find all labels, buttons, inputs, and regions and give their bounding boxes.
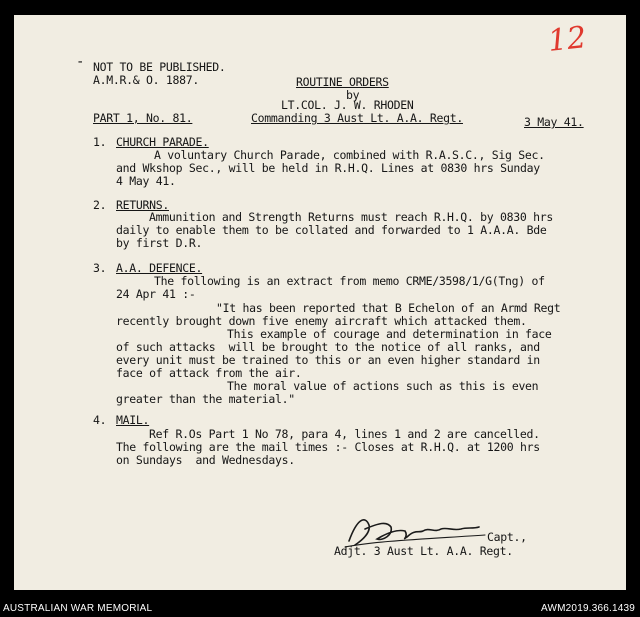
section-line: on Sundays and Wednesdays.: [116, 453, 295, 467]
commanding-unit: Commanding 3 Aust Lt. A.A. Regt.: [251, 111, 463, 125]
section-heading: CHURCH PARADE.: [116, 135, 209, 149]
section-heading: A.A. DEFENCE.: [116, 261, 203, 275]
section-heading: MAIL.: [116, 413, 150, 427]
section-number: 1.: [93, 135, 107, 149]
section-number: 2.: [93, 198, 107, 212]
section-line: by first D.R.: [116, 236, 203, 250]
commander-name: LT.COL. J. W. RHODEN: [281, 98, 414, 112]
quote-line: recently brought down five enemy aircraft which attacked them.: [116, 314, 527, 328]
folio-number: 12: [546, 20, 588, 59]
section-line: A voluntary Church Parade, combined with R.A.S.C., Sig Sec.: [154, 148, 545, 162]
quote-line: The moral value of actions such as this is even: [227, 379, 539, 393]
quote-line: greater than the material.": [116, 392, 295, 406]
quote-line: This example of courage and determination in face: [227, 327, 552, 341]
footer-accession-number: AWM2019.366.1439: [541, 603, 636, 614]
section-number: 3.: [93, 261, 107, 275]
restriction-line: NOT TO BE PUBLISHED.: [93, 60, 226, 74]
section-line: Ammunition and Strength Returns must reach R.H.Q. by 0830 hrs: [149, 210, 554, 224]
section-number: 4.: [93, 413, 107, 427]
section-line: 24 Apr 41 :-: [116, 287, 196, 301]
section-line: The following are the mail times :- Closes at R.H.Q. at 1200 hrs: [116, 440, 540, 454]
signatory-appointment: Adjt. 3 Aust Lt. A.A. Regt.: [334, 544, 513, 558]
section-line: The following is an extract from memo CRME/3598/1/G(Tng) of: [154, 274, 545, 288]
signatory-rank: Capt.,: [487, 530, 527, 544]
document-date: 3 May 41.: [524, 115, 584, 129]
section-line: 4 May 41.: [116, 174, 176, 188]
section-line: and Wkshop Sec., will be held in R.H.Q. Lines at 0830 hrs Sunday: [116, 161, 540, 175]
document-title: ROUTINE ORDERS: [296, 75, 389, 89]
section-line: daily to enable them to be collated and forwarded to 1 A.A.A. Bde: [116, 223, 547, 237]
quote-line: face of attack from the air.: [116, 366, 302, 380]
section-heading: RETURNS.: [116, 198, 169, 212]
section-line: Ref R.Os Part 1 No 78, para 4, lines 1 and 2 are cancelled.: [149, 427, 540, 441]
title-by: by: [346, 88, 360, 102]
part-number: PART 1, No. 81.: [93, 111, 193, 125]
quote-line: "It has been reported that B Echelon of an Armd Regt: [216, 301, 561, 315]
quote-line: of such attacks will be brought to the notice of all ranks, and: [116, 340, 540, 354]
reference-line: A.M.R.& O. 1887.: [93, 73, 199, 87]
bullet-dash: -: [76, 54, 85, 70]
quote-line: every unit must be trained to this or an even higher standard in: [116, 353, 540, 367]
footer-institution: AUSTRALIAN WAR MEMORIAL: [3, 603, 153, 614]
